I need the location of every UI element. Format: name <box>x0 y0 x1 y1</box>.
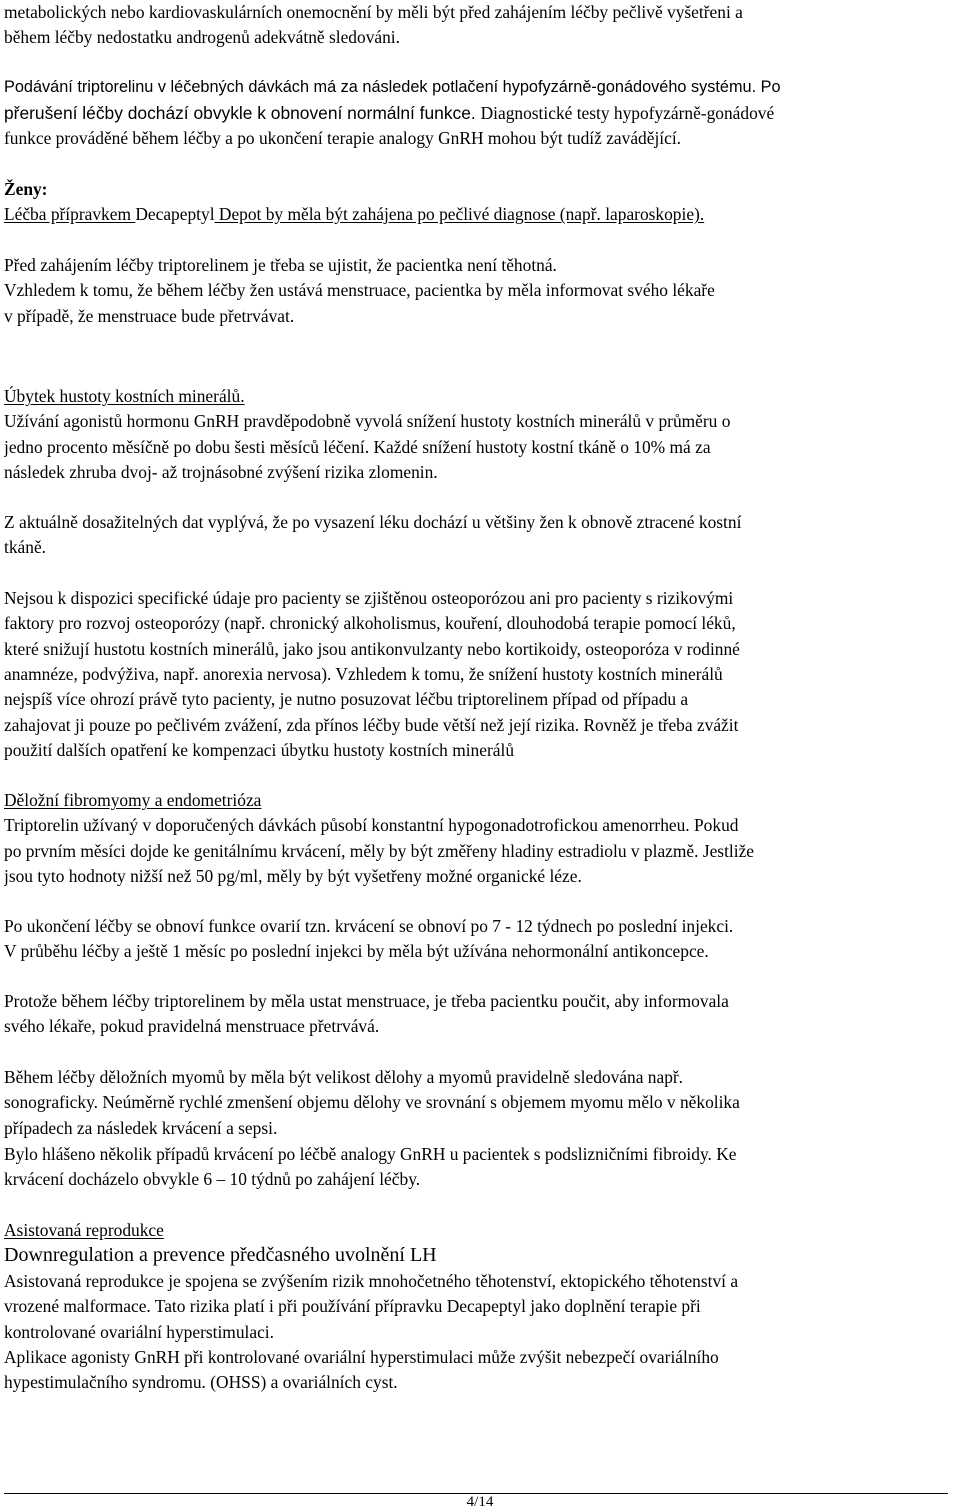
text-line <box>4 305 940 328</box>
text-run: Asistovaná reprodukce <box>4 1220 164 1240</box>
text-line <box>4 940 940 963</box>
text-run: vrozené malformace. Tato rizika platí i při používání přípravku Decapeptyl jako doplnění terapie při <box>4 1296 701 1316</box>
text-line <box>4 688 940 711</box>
text-run: po prvním měsíci dojde ke genitálnímu krvácení, měly by být změřeny hladiny estradiolu v plazmě. Jestliže <box>4 841 755 861</box>
text-line <box>4 1117 940 1140</box>
text-run: Triptorelin užívaný v doporučených dávkách působí konstantní hypogonadotrofickou amenorrheu. Pokud <box>4 815 739 835</box>
text-run: Diagnostické testy hypofyzárně-gonádové <box>480 103 775 123</box>
page-number: 4/14 <box>466 1494 494 1510</box>
text-run: kontrolované ovariální hyperstimulaci. <box>4 1322 274 1342</box>
text-line <box>4 1015 940 1038</box>
text-line <box>4 915 940 938</box>
text-run: jedno procento měsíčně po dobu šesti měsíců léčení. Každé snížení hustoty kostní tkáně o 10% má za <box>4 437 711 457</box>
text-run: faktory pro rozvoj osteoporózy (např. chronický alkoholismus, kouření, dlouhodobá terapie pomocí léků, <box>4 613 736 633</box>
text-run: Protože během léčby triptorelinem by měla ustat menstruace, je třeba pacientku poučit, aby informovala <box>4 991 729 1011</box>
text-line <box>4 714 940 737</box>
text-line <box>4 739 940 762</box>
text-line <box>4 1143 940 1166</box>
text-run: případech za následek krvácení a sepsi. <box>4 1118 278 1138</box>
text-run: svého lékaře, pokud pravidelná menstruace přetrvává. <box>4 1016 380 1036</box>
text-run: Nejsou k dispozici specifické údaje pro pacienty se zjištěnou osteoporózou ani pro pacienty s rizikovými <box>4 588 734 608</box>
text-run: Užívání agonistů hormonu GnRH pravděpodobně vyvolá snížení hustoty kostních minerálů v průměru o <box>4 411 731 431</box>
text-run: V průběhu léčby a ještě 1 měsíc po poslední injekci by měla být užívána nehormonální antikoncepce. <box>4 941 709 961</box>
text-run: Úbytek hustoty kostních minerálů. <box>4 386 245 406</box>
text-line <box>4 1244 940 1267</box>
text-run: které snižují hustotu kostních minerálů, jako jsou antikonvulzanty nebo kortikoidy, osteoporóza v rodinné <box>4 639 740 659</box>
text-line <box>4 1091 940 1114</box>
text-line <box>4 203 940 226</box>
text-line <box>4 612 940 635</box>
text-run: Ženy: <box>4 179 48 199</box>
text-line <box>4 1270 940 1293</box>
text-run: Decapeptyl <box>135 204 215 224</box>
text-run: Děložní fibromyomy a endometrióza <box>4 790 262 810</box>
text-line <box>4 1321 940 1344</box>
text-line <box>4 1371 940 1394</box>
text-run: Z aktuálně dosažitelných dat vyplývá, že po vysazení léku dochází u většiny žen k obnově ztracené kostní <box>4 512 742 532</box>
text-line <box>4 102 940 125</box>
text-run: Léčba přípravkem <box>4 204 136 224</box>
text-line <box>4 127 940 150</box>
text-run: nejspíš více ohrozí právě tyto pacienty, je nutno posuzovat léčbu triptorelinem případ od případu a <box>4 689 689 709</box>
text-line <box>4 254 940 277</box>
text-run: anamnéze, podvýživa, např. anorexia nervosa). Vzhledem k tomu, že snížení hustoty kostních minerálů <box>4 664 723 684</box>
text-line <box>4 511 940 534</box>
text-run: použití dalších opatření ke kompenzaci úbytku hustoty kostních minerálů <box>4 740 515 760</box>
text-run: Podávání triptorelinu v léčebných dávkách má za následek potlačení hypofyzárně-gonádového systému. Po <box>4 78 781 96</box>
text-line <box>4 638 940 661</box>
text-line <box>4 76 940 99</box>
text-run: Depot by měla být zahájena po pečlivé diagnose (např. laparoskopie). <box>214 204 705 224</box>
text-run: sonograficky. Neúměrně rychlé zmenšení objemu dělohy ve srovnání s objemem myomu mělo v několika <box>4 1092 740 1112</box>
text-run: jsou tyto hodnoty nižší než 50 pg/ml, měly by být vyšetřeny možné organické léze. <box>4 866 582 886</box>
text-line <box>4 1 940 24</box>
text-line <box>4 865 940 888</box>
text-run: metabolických nebo kardiovaskulárních onemocnění by měli být před zahájením léčby pečlivě vyšetřeni a <box>4 2 743 22</box>
text-run: přerušení léčby dochází obvykle k obnovení normální funkce. <box>4 103 481 123</box>
text-run: Asistovaná reprodukce je spojena se zvýšením rizik mnohočetného těhotenství, ektopického těhotenství a <box>4 1271 739 1291</box>
text-run: v případě, že menstruace bude přetrvávat. <box>4 306 295 326</box>
text-run: hypestimulačního syndromu. (OHSS) a ovariálních cyst. <box>4 1372 398 1392</box>
text-run: následek zhruba dvoj- až trojnásobné zvýšení rizika zlomenin. <box>4 462 438 482</box>
text-run: Během léčby děložních myomů by měla být velikost dělohy a myomů pravidelně sledována např. <box>4 1067 684 1087</box>
text-line <box>4 789 940 812</box>
text-line <box>4 536 940 559</box>
text-line <box>4 1219 940 1242</box>
text-run: Bylo hlášeno několik případů krvácení po léčbě analogy GnRH u pacientek s podslizničními fibroidy. Ke <box>4 1144 737 1164</box>
text-run: během léčby nedostatku androgenů adekvátně sledováni. <box>4 27 400 47</box>
text-run: tkáně. <box>4 537 47 557</box>
text-line <box>4 663 940 686</box>
text-line <box>4 436 940 459</box>
text-run: Před zahájením léčby triptorelinem je třeba se ujistit, že pacientka není těhotná. <box>4 255 557 275</box>
text-line <box>4 587 940 610</box>
text-line <box>4 990 940 1013</box>
text-run: Aplikace agonisty GnRH při kontrolované ovariální hyperstimulaci může zvýšit nebezpečí ovariálního <box>4 1347 719 1367</box>
text-line <box>4 1066 940 1089</box>
text-run: zahajovat ji pouze po pečlivém zvážení, zda přínos léčby bude větší než její rizika. Rovněž je třeba zvážit <box>4 715 739 735</box>
text-run: Vzhledem k tomu, že během léčby žen ustává menstruace, pacientka by měla informovat svého lékaře <box>4 280 715 300</box>
text-line <box>4 814 940 837</box>
text-run: funkce prováděné během léčby a po ukončení terapie analogy GnRH mohou být tudíž zavádějící. <box>4 128 682 148</box>
text-line <box>4 410 940 433</box>
text-run: krvácení docházelo obvykle 6 – 10 týdnů po zahájení léčby. <box>4 1169 421 1189</box>
text-line <box>4 840 940 863</box>
text-line <box>4 1346 940 1369</box>
text-line <box>4 385 940 408</box>
text-line <box>4 1295 940 1318</box>
text-line <box>4 461 940 484</box>
text-line <box>4 178 940 201</box>
text-run: Po ukončení léčby se obnoví funkce ovarií tzn. krvácení se obnoví po 7 - 12 týdnech po poslední injekci. <box>4 916 734 936</box>
text-line <box>4 279 940 302</box>
text-line <box>4 26 940 49</box>
text-line <box>4 1168 940 1191</box>
text-run: Downregulation a prevence předčasného uvolnění LH <box>4 1244 437 1266</box>
